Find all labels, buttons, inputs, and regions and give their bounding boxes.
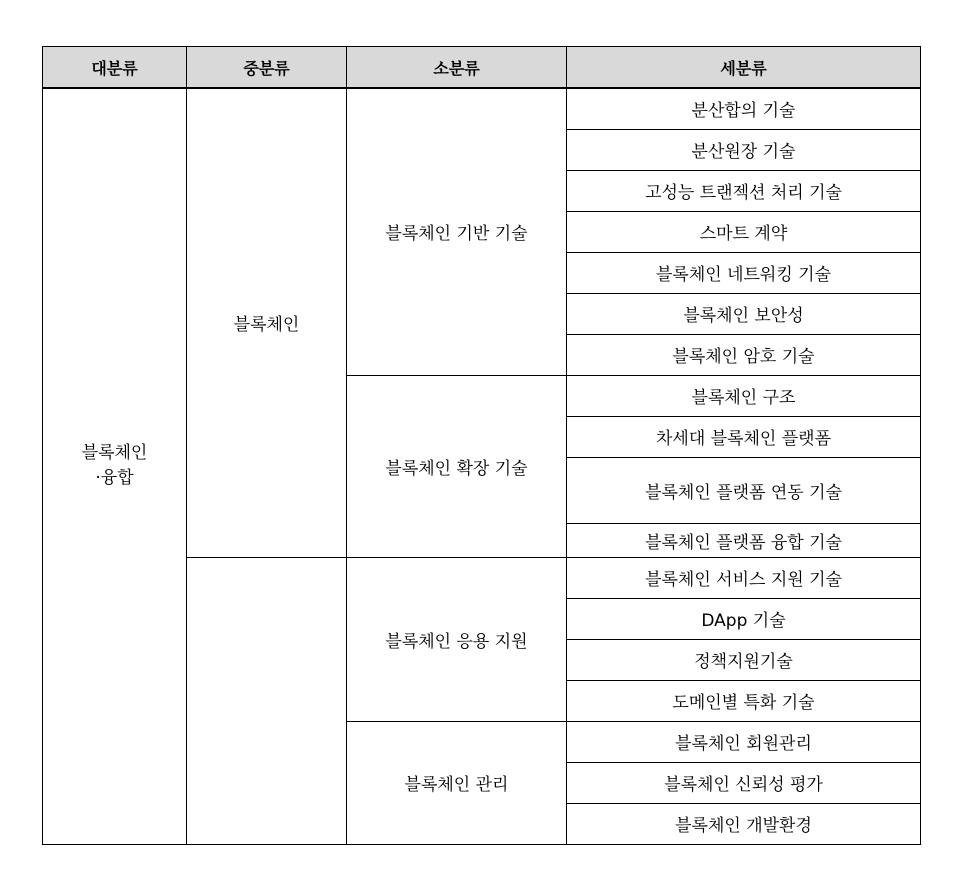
middle-category: 블록체인 bbox=[187, 88, 347, 557]
minor-category-group-2: 블록체인 확장 기술 bbox=[347, 375, 567, 557]
header-minor: 소분류 bbox=[347, 47, 567, 89]
major-category: 블록체인 ·융합 bbox=[43, 88, 187, 844]
detail-item: 차세대 블록체인 플랫폼 bbox=[567, 416, 921, 457]
detail-item: 블록체인 서비스 지원 기술 bbox=[567, 557, 921, 598]
detail-item: 블록체인 구조 bbox=[567, 375, 921, 416]
minor-category-group-1: 블록체인 기반 기술 bbox=[347, 88, 567, 375]
header-major: 대분류 bbox=[43, 47, 187, 89]
detail-item: 분산합의 기술 bbox=[567, 88, 921, 129]
detail-item: 블록체인 플랫폼 연동 기술 bbox=[567, 457, 921, 523]
detail-item: 블록체인 개발환경 bbox=[567, 803, 921, 844]
detail-item: 블록체인 회원관리 bbox=[567, 721, 921, 762]
classification-table bbox=[42, 46, 921, 845]
detail-item: 블록체인 보안성 bbox=[567, 293, 921, 334]
detail-item: 정책지원기술 bbox=[567, 639, 921, 680]
detail-item: 스마트 계약 bbox=[567, 211, 921, 252]
detail-item: 블록체인 네트워킹 기술 bbox=[567, 252, 921, 293]
detail-item: 블록체인 플랫폼 융합 기술 bbox=[567, 523, 921, 557]
detail-item: 블록체인 암호 기술 bbox=[567, 334, 921, 375]
detail-item: 분산원장 기술 bbox=[567, 129, 921, 170]
header-detail: 세분류 bbox=[567, 47, 921, 89]
header-middle: 중분류 bbox=[187, 47, 347, 89]
detail-item: DApp 기술 bbox=[567, 598, 921, 639]
middle-category-empty bbox=[187, 557, 347, 844]
minor-category-group-4: 블록체인 관리 bbox=[347, 721, 567, 844]
header-row bbox=[43, 47, 921, 89]
minor-category-group-3: 블록체인 응용 지원 bbox=[347, 557, 567, 721]
detail-item: 블록체인 신뢰성 평가 bbox=[567, 762, 921, 803]
detail-item: 도메인별 특화 기술 bbox=[567, 680, 921, 721]
detail-item: 고성능 트랜젝션 처리 기술 bbox=[567, 170, 921, 211]
